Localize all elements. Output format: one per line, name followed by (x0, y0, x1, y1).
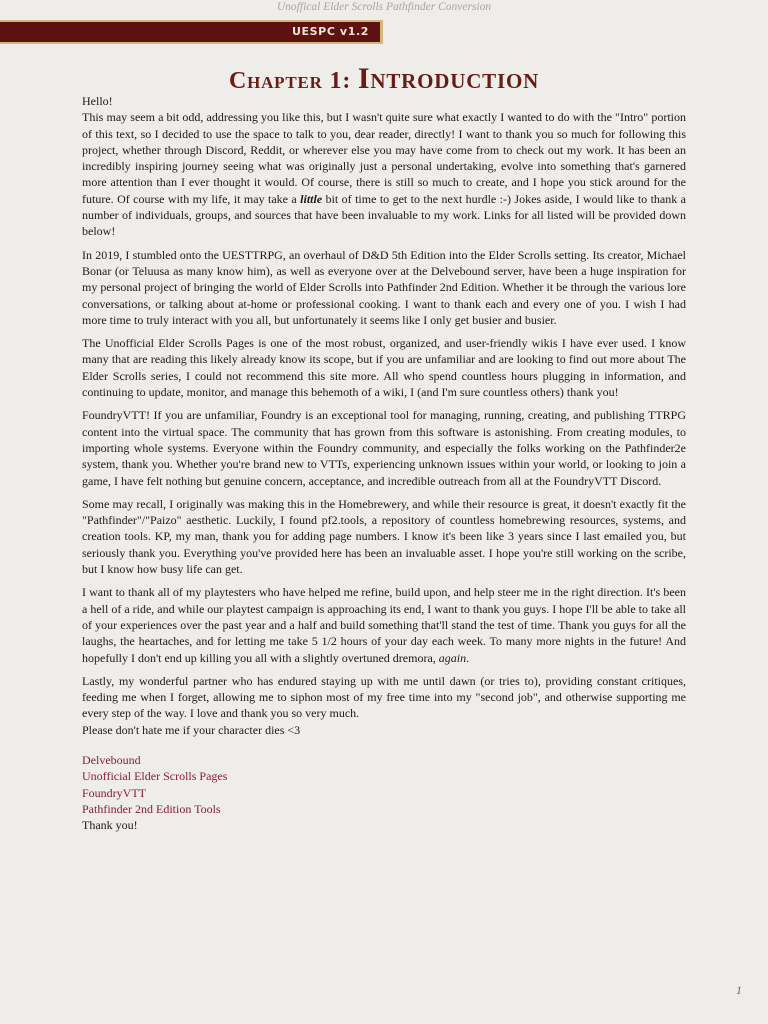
link-delvebound[interactable]: Delvebound (82, 752, 141, 767)
link-list (82, 752, 686, 833)
paragraph-playtesters (82, 584, 686, 665)
paragraph-partner: Lastly, my wonderful partner who has endured staying up with me until dawn (or tries to), providing constant critiques, feeding me when I forget, allowing me to siphon most of my free time into my "second job", and otherwise supporting me every step of the way. I love and thank you so very much. (82, 673, 686, 721)
link-pf2-tools[interactable]: Pathfinder 2nd Edition Tools (82, 801, 221, 816)
paragraph-playtesters-text-2: . (466, 650, 470, 665)
sign-off: Thank you! (82, 818, 138, 833)
page-number: 1 (736, 983, 742, 997)
paragraph-playtesters-text-1: I want to thank all of my playtesters who have helped me refine, build upon, and help steer me in the right direction. It's been a hell of a ride, and while our playtest campaign is approaching its end, I want to thank you guys. I hope I'll be able to take all of your experiences over the past year and a half and build something that'll stand the test of time. Thank you guys for all the laughs, the heartaches, and for letting me take 5 1/2 hours of your day each week. To many more nights in the future! And hopefully I don't end up killing you all with a slightly overtuned dremora, (82, 585, 686, 665)
emphasis-little: little (300, 191, 323, 206)
emphasis-again: again (438, 650, 467, 665)
version-banner (0, 20, 383, 44)
closing-line: Please don't hate me if your character dies <3 (82, 722, 301, 737)
chapter-title-main: Introduction (357, 62, 540, 95)
greeting: Hello! (82, 94, 113, 108)
paragraph-intro-text-2: bit of time to get to the next hurdle :-) Jokes aside, I would like to thank a number of individuals, groups, and sources that have been invaluable to my work. Links for all listed will be provided down below! (82, 191, 686, 239)
running-header: Unoffical Elder Scrolls Pathfinder Conversion (276, 1, 492, 13)
version-banner-label: UESPC v1.2 (0, 22, 380, 42)
link-foundryvtt[interactable]: FoundryVTT (82, 785, 146, 800)
paragraph-intro-text-1: This may seem a bit odd, addressing you like this, but I wasn't quite sure what exactly I wanted to do with the "Intro" portion of this text, so I decided to use the space to talk to you, dear reader, directly! I want to thank you so much for following this project, whether through Discord, Reddit, or wherever else you may have come from to check out my work. It has been an incredibly inspiring journey seeing what was originally just a personal undertaking, evolve into something that's garnered more attention than I ever thought it would. Of course, there is still so much to create, and I hope you stick around for the future. Of course with my life, it may take a (82, 110, 686, 206)
paragraph-intro (82, 109, 686, 239)
paragraph-uesp: The Unofficial Elder Scrolls Pages is one of the most robust, organized, and user-friendly wikis I have ever used. I know many that are reading this likely already know its scope, but if you are unfamiliar and are looking to find out more about The Elder Scrolls series, I could not recommend this site more. All who spend countless hours plugging in information, and continuing to update, monitor, and manage this behemoth of a wiki, I (and I'm sure countless others) thank you! (82, 336, 686, 400)
chapter-title-prefix: Chapter 1: (228, 68, 358, 94)
paragraph-uesttrpg: In 2019, I stumbled onto the UESTTRPG, an overhaul of D&D 5th Edition into the Elder Scrolls setting. Its creator, Michael Bonar (or Teluusa as many know him), as well as everyone over at the Delvebound server, have been a huge inspiration for my personal project of bringing the world of Elder Scrolls into Pathfinder 2nd Edition. Whether it be through the various lore conversations, or talking about at-home or professional cooking. I want to thank each and every one of you. I wish I had more time to truly interact with you all, but unfortunately it seems like I only get busier and busier. (82, 247, 686, 327)
chapter-body (82, 93, 686, 833)
link-uesp[interactable]: Unofficial Elder Scrolls Pages (82, 769, 228, 784)
paragraph-pf2tools: Some may recall, I originally was making this in the Homebrewery, and while their resource is great, it doesn't exactly fit the "Pathfinder"/"Paizo" aesthetic. Luckily, I found pf2.tools, a repository of countless homebrewing resources, systems, and creation tools. KP, my man, thank you for adding page numbers. I know it's been like 3 years since I last emailed you, but seriously thank you. Everything you've provided here has been an invaluable asset. I hope you're still working on the scribe, but I know how busy life can get. (82, 496, 686, 577)
paragraph-foundry: FoundryVTT! If you are unfamiliar, Foundry is an exceptional tool for managing, running, creating, and publishing TTRPG content into the virtual space. The community that has grown from this software is astonishing. From creating modules, to importing whole systems. Everyone within the Foundry community, and especially the folks working on the Pathfinder2e system, thank you. Whether you're brand new to VTTs, experiencing unknown issues within your world, or looking to join a game, I have felt nothing but genuine concern, acceptance, and incredible outreach from all at the FoundryVTT Discord. (82, 408, 686, 488)
